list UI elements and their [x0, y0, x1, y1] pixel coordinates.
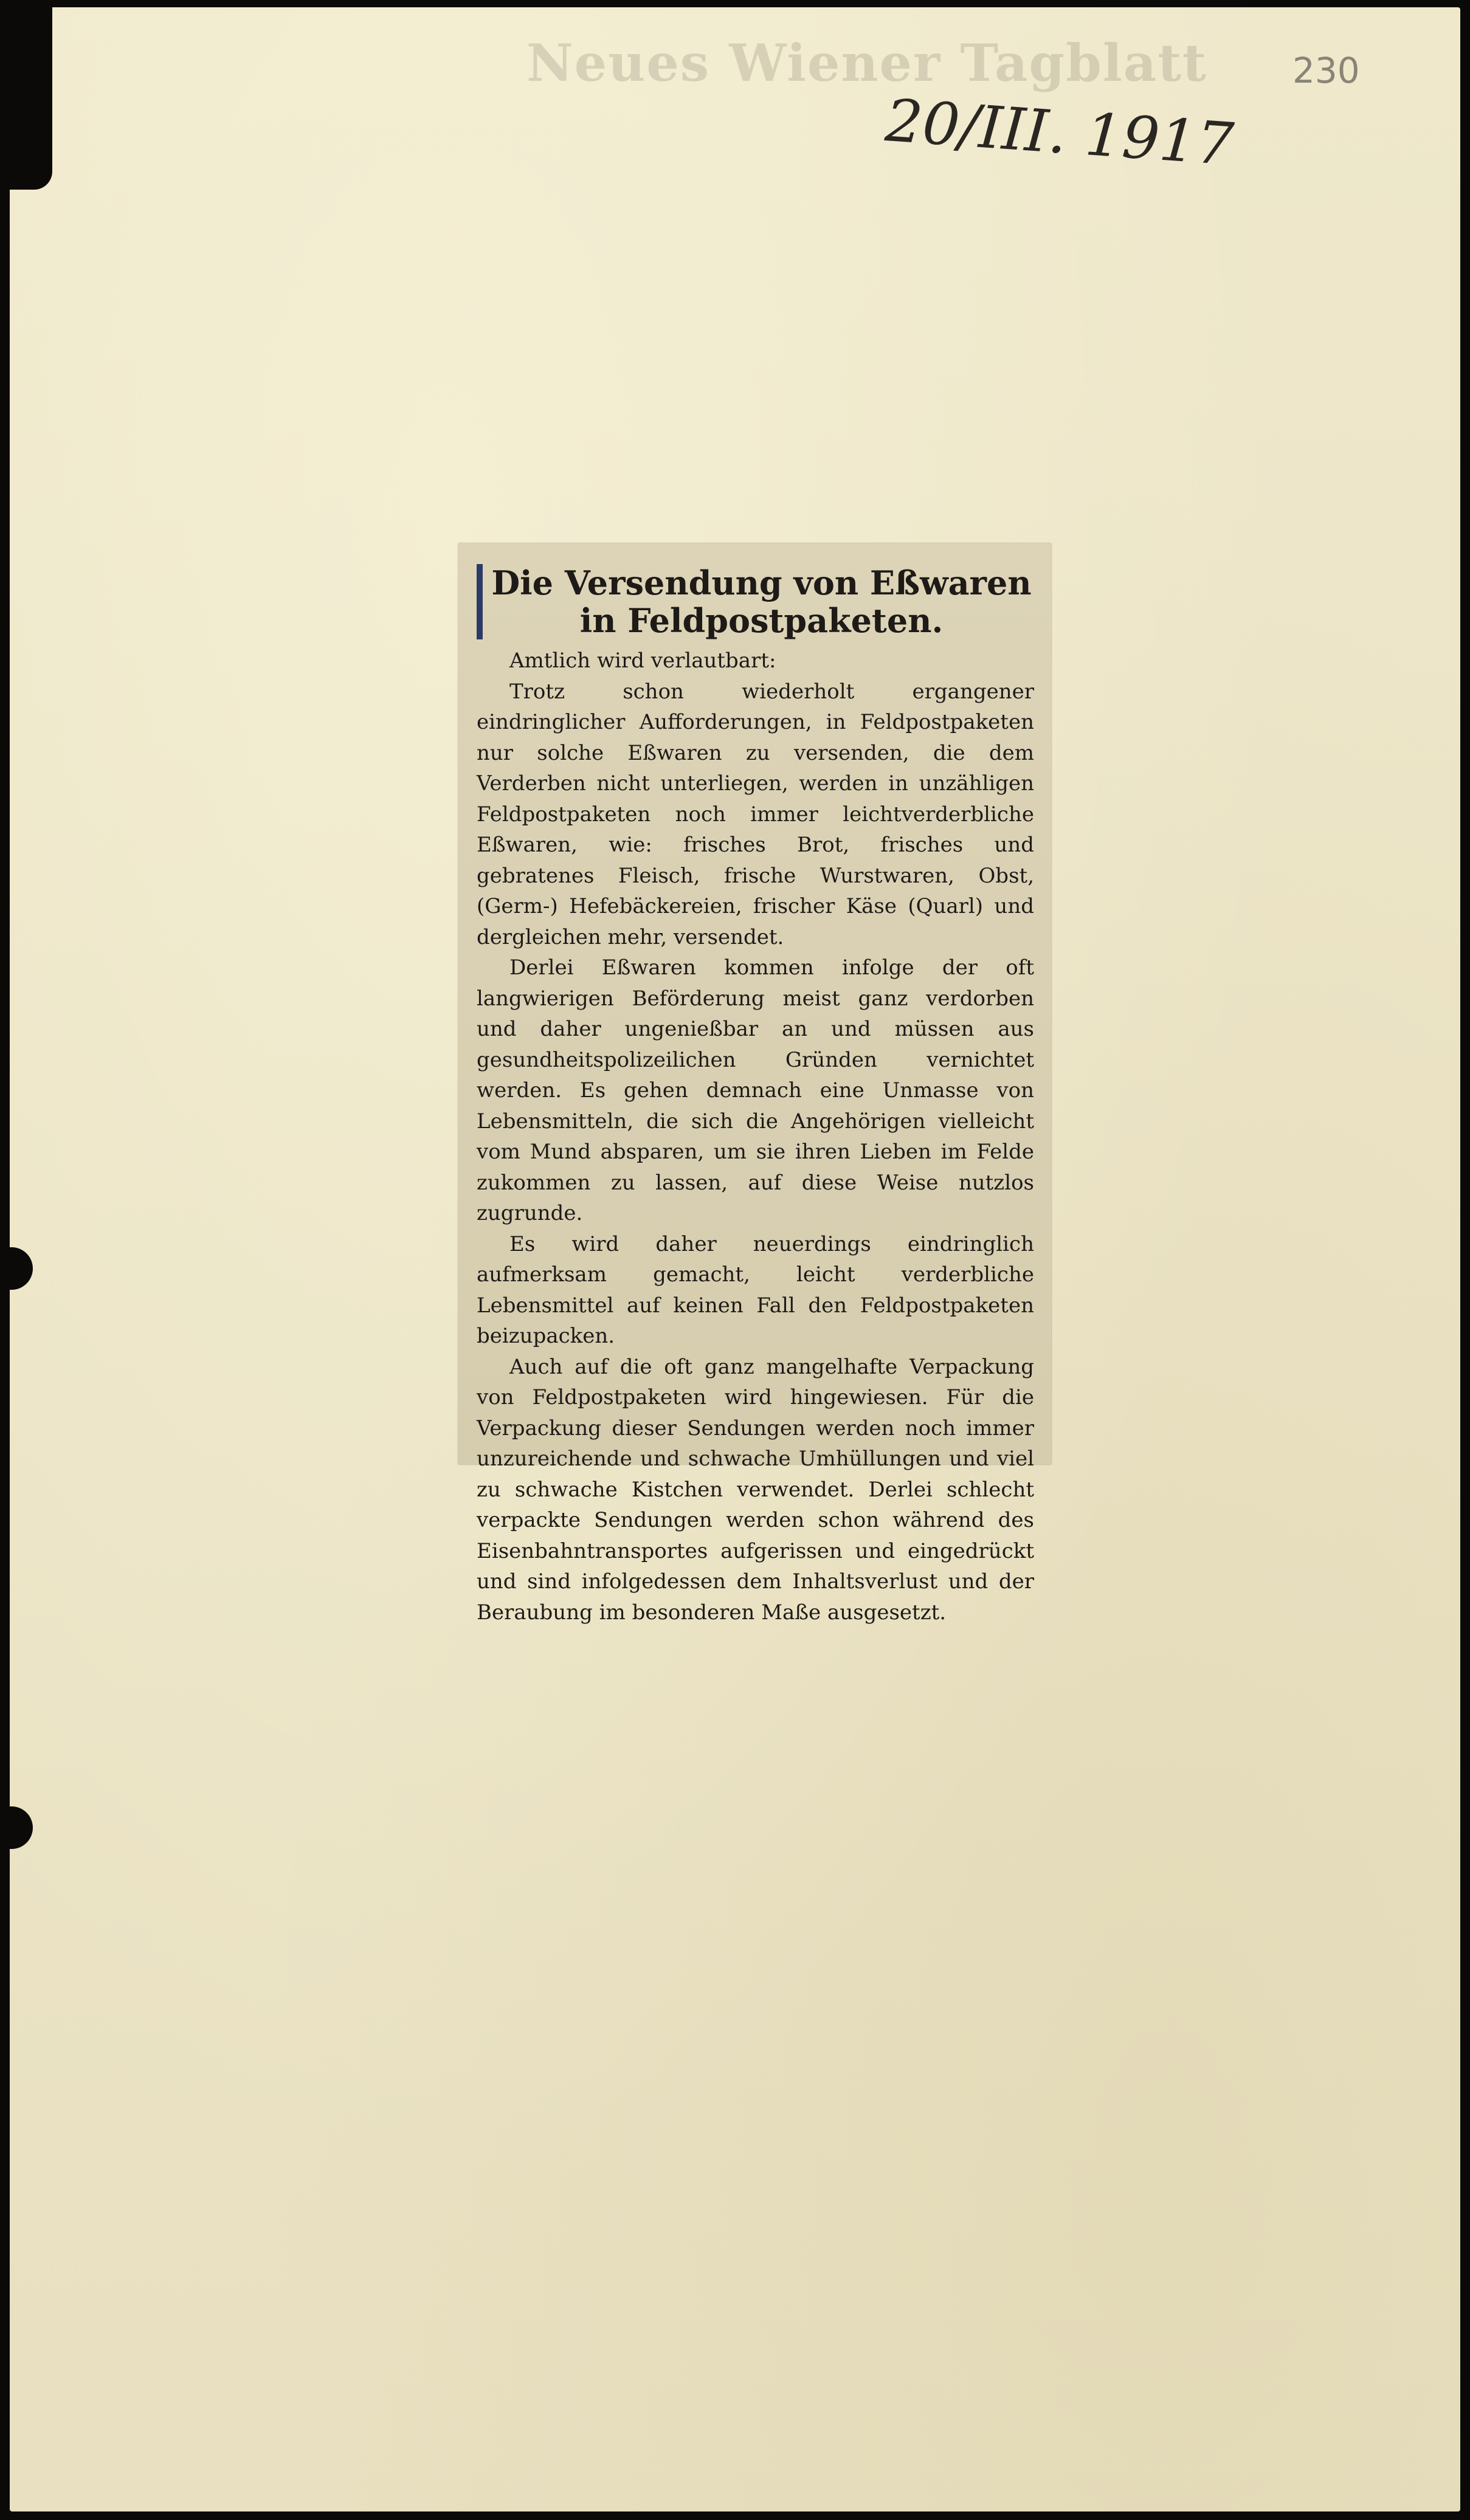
article-body	[477, 645, 1034, 1628]
page-number: 230	[1292, 50, 1360, 91]
article-paragraph: Derlei Eßwaren kommen infolge der oft langwierigen Beförderung meist ganz verdorben und daher ungenießbar an und müssen aus gesundheitspolizeilichen Gründen vernichtet werden. Es gehen demnach eine Unmasse von Lebensmitteln, die sich die Angehörigen vielleicht vom Mund absparen, um sie ihren Lieben im Felde zukommen zu lassen, auf diese Weise nutzlos zugrunde.	[477, 955, 1034, 1225]
binding-edge	[10, 7, 52, 190]
article-paragraph: Es wird daher neuerdings eindringlich aufmerksam gemacht, leicht verderbliche Lebensmittel auf keinen Fall den Feldpostpaketen beizupacken.	[477, 1231, 1034, 1348]
handwritten-date: 20/III. 1917	[883, 86, 1236, 179]
binding-notch	[10, 1247, 33, 1290]
newspaper-clipping	[458, 543, 1051, 1625]
binding-notch	[10, 1806, 33, 1849]
newspaper-stamp: Neues Wiener Tagblatt	[526, 33, 1207, 93]
article-paragraph: Auch auf die oft ganz mangelhafte Verpackung von Feldpostpaketen wird hingewiesen. Für die Verpackung dieser Sendungen werden noch immer unzureichende und schwache Umhüllungen und viel zu schwache Kistchen verwendet. Derlei schlecht verpackte Sendungen werden schon während des Eisenbahntransportes aufgerissen und eingedrückt und sind infolgedessen dem Inhaltsverlust und der Beraubung im besonderen Maße ausgesetzt.	[477, 1354, 1034, 1625]
archive-sheet	[10, 7, 1460, 2511]
article-paragraph: Trotz schon wiederholt ergangener eindringlicher Aufforderungen, in Feldpostpaketen nur solche Eßwaren zu versenden, die dem Verderben nicht unterliegen, werden in unzähligen Feldpostpaketen noch immer leichtverderbliche Eßwaren, wie: frisches Brot, frisches und gebratenes Fleisch, frische Wurstwaren, Obst, (Germ-) Hefebäckereien, frischer Käse (Quarl) und dergleichen mehr, versendet.	[477, 679, 1034, 949]
article-paragraph: Amtlich wird verlautbart:	[509, 649, 776, 673]
article-headline: Die Versendung von Eßwaren in Feldpostpaketen.	[477, 564, 1034, 639]
